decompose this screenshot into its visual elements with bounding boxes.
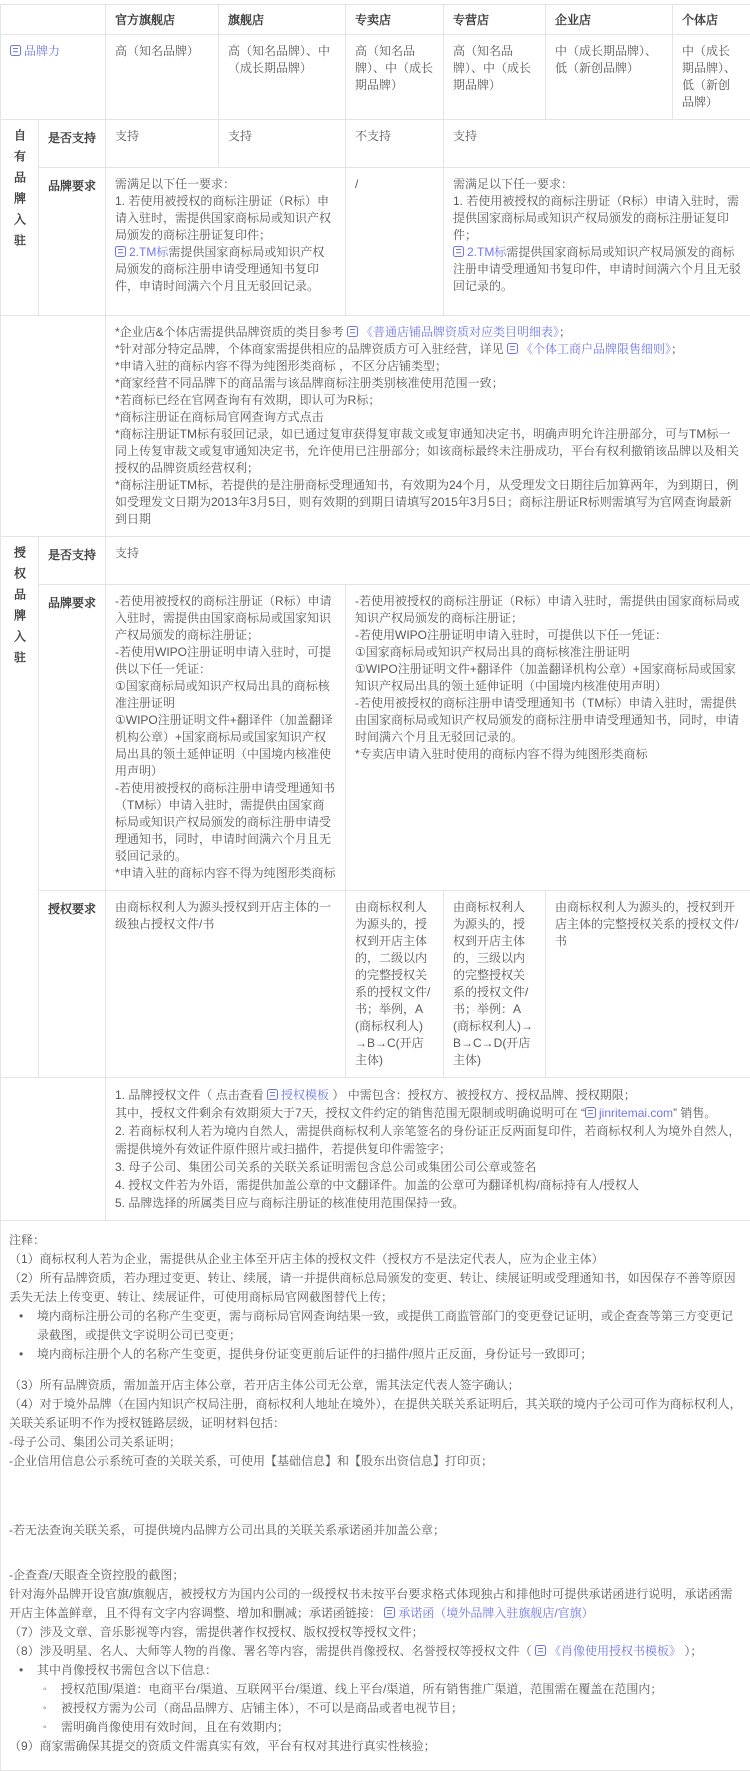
auth-req-item: ①国家商标局或知识产权局出具的商标核准注册证明 [115,678,336,712]
footnote-2: （2）所有品牌资质，若办理过变更、转让、续展，请一并提供商标总局颁发的变更、转让、续展证明或受理通知书，如因保存不善等原因丢失无法上传变更、转让、续展证件，可使用商标局官网截图替代上传； [9,1269,742,1307]
req-intro: 需满足以下任一要求： [453,176,741,193]
doc-link-icon [384,1607,395,1618]
footnote-3: （3）所有品牌资质，需加盖开店主体公章，若开店主体公司无公章，需其法定代表人签字确认； [9,1376,742,1395]
own-note-8: *商标注册证TM标，若提供的是注册商标受理通知书，有效期为24个月，从受理发文日期往后加算两年，为到期日，例如受理发文日期为2013年3月5日，则有效期的到期日请填写2015年3月5日；商标注册证R标则需填写为官网查询最新到日期 [115,477,741,528]
section-own-brand-title: 自有品牌入驻 [13,129,27,255]
footnote-8: （8）涉及明星、名人、大师等人物的肖像、署名等内容，需提供肖像授权、名誉授权等授权文件（ 《肖像使用授权书模板》 ）； [9,1642,742,1661]
auth-auth-row-label: 授权要求 [39,891,106,1078]
column-header-franchise-store: 专营店 [444,5,546,35]
auth-req-item: ①WIPO注册证明文件+翻译件（加盖翻译机构公章）+国家商标局或国家知识产权局出具的领土延伸证明（中国境内核准使用声明） [115,712,336,780]
own-note-6: *商标注册证在商标局官网查询方式点击 [115,409,741,426]
auth-note-3: 2. 若商标权利人若为境内自然人，需提供商标权利人亲笔签名的身份证正反两面复印件，若商标权利人为境外自然人，需提供境外有效证件原件照片或扫描件，若提供复印件需签字； [115,1122,741,1158]
section-authorized-brand-title: 授权品牌入驻 [13,546,27,672]
tm-mark-link[interactable]: 2.TM标 [129,245,168,259]
auth-note-5: 4. 授权文件若为外语，需提供加盖公章的中文翻译件。加盖的公章可为翻译机构/商标持有人/授权人 [115,1176,741,1194]
auth-note-4: 3. 母子公司、集团公司关系的关联关系证明需包含总公司或集团公司公章或签名 [115,1158,741,1176]
own-note-3: *申请入驻的商标内容不得为纯图形类商标 ，不区分店铺类型； [115,358,741,375]
auth-req-row-label: 品牌要求 [39,585,106,891]
doc-link-icon [10,45,21,56]
auth-req-item: -若使用被授权的商标注册证（R标）申请入驻时，需提供由国家商标局或知识产权局颁发的商标注册证； [355,593,741,627]
brand-power-value: 中（成长期品牌）、低（新创品牌） [546,35,673,120]
footnote-sub-validity: ◦ 需明确肖像使用有效时间，且在有效期内； [9,1718,742,1737]
footnote-dash-1: -母子公司、集团公司关系证明； [9,1433,742,1452]
req-item-1: 1. 若使用被授权的商标注册证（R标）申请入驻时，需提供国家商标局或知识产权局颁发的商标注册证复印件； [115,193,336,244]
auth-req-item: ①WIPO注册证明文件+翻译件（加盖翻译机构公章）+国家商标局或国家知识产权局出具的领土延伸证明（中国境内核准使用声明） [355,661,741,695]
tm-mark-link[interactable]: 2.TM标 [467,245,506,259]
req-item-2 [115,244,336,295]
auth-req-other-cell [346,585,750,891]
brand-power-value: 高（知名品牌）、中（成长期品牌） [444,35,546,120]
section-own-brand-entry [1,120,39,316]
auth-req-item: *专卖店申请入驻时使用的商标内容不得为纯图形类商标 [355,746,741,763]
auth-brand-support-row [1,537,750,585]
doc-link-icon [347,326,358,337]
auth-note-2: 其中，授权文件剩余有效期须大于7天，授权文件约定的销售范围无限制或明确说明可在 “ jinritemai.com” 销售。 [115,1104,741,1122]
own-support-value: 支持 [219,120,346,168]
auth-note-6: 5. 品牌选择的所属类目应与商标注册证的核准使用范围保持一致。 [115,1194,741,1212]
brand-power-value: 中（成长期品牌）、低（新创品牌） [673,35,750,120]
auth-req-item: -若使用被授权的商标注册证（R标）申请入驻时，需提供由国家商标局或国家知识产权局颁发的商标注册证； [115,593,336,644]
footnote-bullet-company-rename: • 境内商标注册公司的名称产生变更，需与商标局官网查询结果一致，或提供工商监管部门的变更登记证明，或企查查等第三方变更记录截图，或提供文字说明公司已变更； [9,1307,742,1345]
brand-power-link[interactable] [10,44,60,58]
footnote-dash-3: -若无法查询关联关系，可提供境内品牌方公司出具的关联关系承诺函并加盖公章； [9,1521,742,1540]
auth-cell-exclusive: 由商标权利人为源头的，授权到开店主体的，二级以内的完整授权关系的授权文件/书；举例，A(商标权利人)→B→C(开店主体) [346,891,444,1078]
auth-support-row-label: 是否支持 [39,537,106,585]
own-note-2: *针对部分特定品牌，个体商家需提供相应的品牌资质方可入驻经营，详见 《个体工商户品牌限售细则》； [115,341,741,358]
own-support-row-label: 是否支持 [39,120,106,168]
portrait-authorization-template-link[interactable]: 《肖像使用授权书模板》 [535,1644,681,1658]
footnote-dash-4: -企查查/天眼查全资控股的截图； [9,1566,742,1585]
own-brand-support-row [1,120,750,168]
footnote-bullet-portrait: • 其中肖像授权书需包含以下信息： [9,1661,742,1680]
section-authorized-brand-entry [1,537,39,1078]
own-note-4: *商家经营不同品牌下的商品需与该品牌商标注册类别核准使用范围一致； [115,375,741,392]
own-support-value: 支持 [106,120,219,168]
auth-req-item: -若使用被授权的商标注册申请受理通知书（TM标）申请入驻时，需提供由国家商标局或知识产权局颁发的商标注册申请受理通知书，同时，申请时间满六个月且无驳回记录的。 [355,695,741,746]
own-note-1: *企业店&个体店需提供品牌资质的类目参考 《普通店铺品牌资质对应类目明细表》； [115,324,741,341]
auth-cell-flagship: 由商标权利人为源头授权到开店主体的一级独占授权文件/书 [106,891,346,1078]
footnote-7: （7）涉及文章、音乐影视等内容，需提供著作权授权、版权授权等授权文件； [9,1623,742,1642]
auth-req-item: -若使用被授权的商标注册申请受理通知书（TM标）申请入驻时，需提供由国家商标局或知识产权局颁发的商标注册申请受理通知书，同时，申请时间满六个月且无驳回记录的。 [115,780,336,865]
own-brand-requirement-row [1,168,750,316]
footnote-sub-licensee: ◦ 被授权方需为公司（商品品牌方、店铺主体），不可以是商品或者电视节目； [9,1699,742,1718]
column-header-individual-store: 个体店 [673,5,750,35]
jinritemai-link[interactable]: jinritemai.com [585,1106,673,1120]
brand-power-value: 高（知名品牌） [106,35,219,120]
doc-link-icon [585,1107,596,1118]
brand-power-row [1,35,750,120]
footnotes-title: 注释： [9,1231,742,1250]
req-intro: 需满足以下任一要求： [115,176,336,193]
auth-requirement-row [1,891,750,1078]
authorization-template-link[interactable]: 授权模板 [267,1088,329,1102]
footnote-1: （1）商标权利人若为企业，需提供从企业主体至开店主体的授权文件（授权方不是法定代表人，应为企业主体） [9,1250,742,1269]
auth-notes-cell [106,1078,750,1221]
auth-support-value: 支持 [106,537,750,585]
auth-req-item: *申请入驻的商标内容不得为纯图形类商标 [115,865,336,882]
category-detail-table-link[interactable]: 《普通店铺品牌资质对应类目明细表》 [347,325,559,339]
doc-link-icon [267,1089,278,1100]
req-item-2 [453,244,741,295]
column-header-flagship: 旗舰店 [219,5,346,35]
doc-link-icon [453,246,464,257]
auth-brand-notes-row [1,1078,750,1221]
individual-brand-rules-link[interactable]: 《个体工商户品牌限售细则》 [507,342,671,356]
own-notes-cell [106,316,750,537]
auth-req-item: ①国家商标局或知识产权局出具的商标核准注册证明 [355,644,741,661]
table-header-row [1,5,750,35]
auth-cell-franchise: 由商标权利人为源头的，授权到开店主体的，三级以内的完整授权关系的授权文件/书；举例：A(商标权利人)→B→C→D(开店主体) [444,891,546,1078]
brand-power-value: 高（知名品牌）、中（成长期品牌） [219,35,346,120]
req-item-1: 1. 若使用被授权的商标注册证（R标）申请入驻时，需提供国家商标局或知识产权局颁发的商标注册证复印件； [453,193,741,244]
brand-entry-table [0,4,750,1771]
auth-note-1: 1. 品牌授权文件（ 点击查看 授权模板 ） 中需包含：授权方、被授权方、授权品牌、授权期限； [115,1086,741,1104]
auth-req-item: -若使用WIPO注册证明申请入驻时，可提供以下任一凭证： [115,644,336,678]
own-brand-notes-row [1,316,750,537]
auth-req-item: -若使用WIPO注册证明申请入驻时，可提供以下任一凭证： [355,627,741,644]
own-req-exclusive-cell: / [346,168,444,316]
own-note-7: *商标注册证TM标有驳回记录，如已通过复审获得复审裁文或复审通知决定书，明确声明允许注册部分，可与TM标一同上传复审裁文或复审通知决定书，允许使用已注册部分；如该商标最终未注册成功，平台有权利撤销该品牌以及相关授权的品牌资质经营权利； [115,426,741,477]
footnote-4: （4）对于境外品牌（在国内知识产权局注册，商标权利人地址在境外），在提供关联关系证明后，其关联的境内子公司可作为商标权利人，关联关系证明不作为授权链路层级，证明材料包括： [9,1395,742,1433]
footnotes-cell [1,1221,750,1771]
column-header-exclusive-store: 专卖店 [346,5,444,35]
footnote-bullet-person-rename: • 境内商标注册个人的名称产生变更，提供身份证变更前后证件的扫描件/照片正反面，身份证号一致即可； [9,1345,742,1364]
req-item-2-text: 需提供国家商标局或知识产权局颁发的商标注册申请受理通知书复印件，申请时间满六个月且无驳回记录的。 [453,245,741,293]
brand-power-link-label: 品牌力 [24,44,60,58]
own-req-row-label: 品牌要求 [39,168,106,316]
own-note-5: *若商标已经在官网查询有有效期，即认可为R标； [115,392,741,409]
brand-power-label-cell [1,35,106,120]
own-req-other-cell [444,168,750,316]
header-corner-cell [1,5,106,35]
own-support-value: 不支持 [346,120,444,168]
footnotes-row [1,1221,750,1771]
own-notes-empty-cell [1,316,106,537]
column-header-official-flagship: 官方旗舰店 [106,5,219,35]
req-item-2-text: 需提供国家商标局或知识产权局颁发的商标注册申请受理通知书复印件，申请时间满六个月且无驳回记录。 [115,245,324,293]
auth-notes-empty-cell [1,1078,106,1221]
footnote-sub-scope: ◦ 授权范围/渠道：电商平台/渠道、互联网平台/渠道、线上平台/渠道，所有销售推广渠道，范围需在覆盖在范围内； [9,1680,742,1699]
column-header-enterprise-store: 企业店 [546,5,673,35]
own-req-flagship-cell [106,168,346,316]
auth-cell-enterprise-individual: 由商标权利人为源头的，授权到开店主体的完整授权关系的授权文件/书 [546,891,750,1078]
auth-brand-requirement-row [1,585,750,891]
auth-req-flagship-cell [106,585,346,891]
doc-link-icon [507,343,518,354]
own-support-value: 支持 [444,120,750,168]
footnote-9: （9）商家需确保其提交的资质文件需真实有效，平台有权对其进行真实性核验； [9,1737,742,1756]
brand-power-value: 高（知名品牌）、中（成长期品牌） [346,35,444,120]
doc-link-icon [535,1645,546,1656]
footnote-overseas: 针对海外品牌开设官旗/旗舰店，被授权方为国内公司的一级授权书未按平台要求格式体现独占和排他时可提供承诺函进行说明，承诺函需开店主体盖鲜章，且不得有文字内容调整、增加和删减；承诺函链接： 承诺函（境外品牌入驻旗舰店/官旗） [9,1585,742,1623]
footnote-dash-2: -企业信用信息公示系统可查的关联关系，可使用【基础信息】和【股东出资信息】打印页； [9,1452,742,1471]
doc-link-icon [115,246,126,257]
commitment-letter-link[interactable]: 承诺函（境外品牌入驻旗舰店/官旗） [384,1606,593,1620]
